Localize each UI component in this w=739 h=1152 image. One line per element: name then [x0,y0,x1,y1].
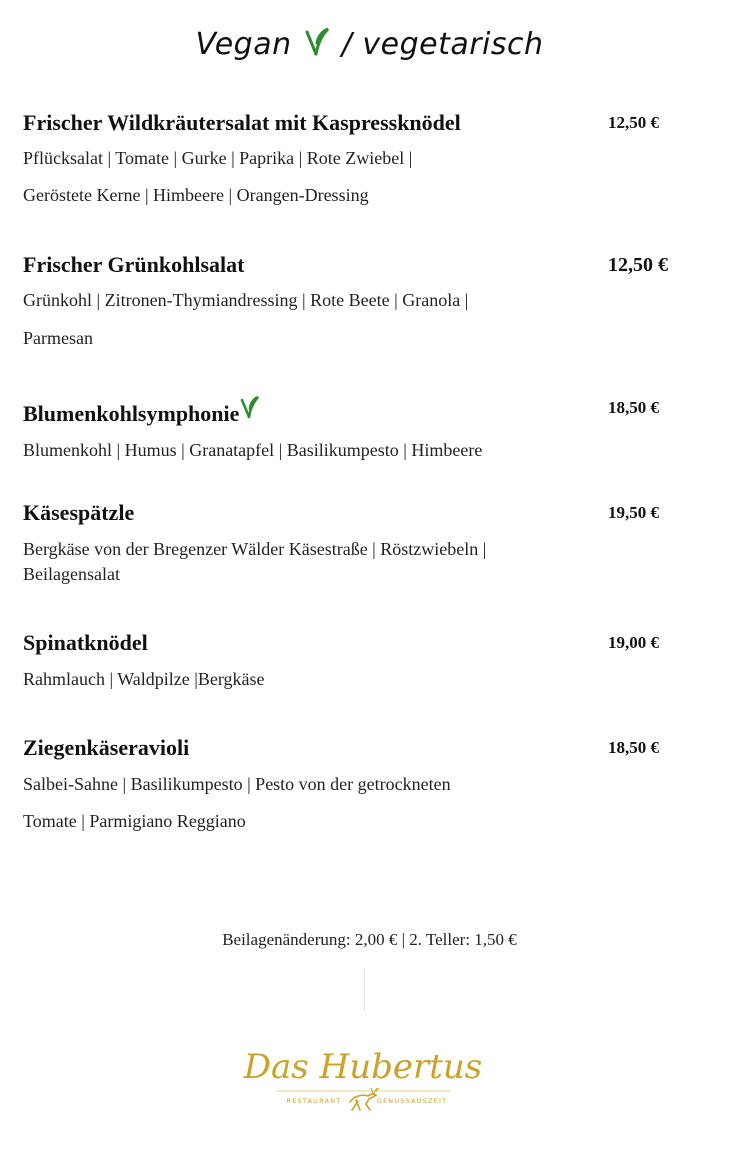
item-description [23,290,713,349]
title-vegetarisch: / vegetarisch [341,27,544,62]
item-name: Frischer Wildkräutersalat mit Kaspressknödel [23,110,461,135]
description-line: Salbei-Sahne | Basilikumpesto | Pesto von der getrockneten [23,774,451,794]
item-price: 18,50 € [608,398,659,417]
logo-wordmark: Das Hubertus [243,1047,483,1087]
menu-item [23,110,713,206]
item-description [23,669,713,690]
item-description [23,539,713,585]
item-price: 18,50 € [608,738,659,757]
title-vegan: Vegan [195,27,292,62]
item-price: 19,50 € [608,503,659,522]
item-description [23,774,713,832]
divider [364,968,365,1011]
item-name: Ziegenkäseravioli [23,735,190,760]
description-line: Geröstete Kerne | Himbeere | Orangen-Dressing [23,185,369,205]
item-price: 19,00 € [608,633,659,652]
description-line: Beilagensalat [23,564,120,584]
menu-item [23,395,713,461]
description-line: Blumenkohl | Humus | Granatapfel | Basilikumpesto | Himbeere [23,440,483,460]
vegan-leaf-icon [304,26,330,64]
menu-item [23,735,713,832]
item-description [23,148,713,206]
logo-tag-right: GENUSSAUSZEIT [376,1097,448,1105]
menu-item [23,630,713,690]
item-price: 12,50 € [608,254,668,276]
logo-tag-left: RESTAURANT [286,1097,342,1105]
description-line: Parmesan [23,328,93,348]
item-name: Frischer Grünkohlsalat [23,252,245,277]
description-line: Tomate | Parmigiano Reggiano [23,811,246,831]
item-name: Spinatknödel [23,630,148,655]
description-line: Pflücksalat | Tomate | Gurke | Paprika | Rote Zwiebel | [23,148,413,168]
item-price: 12,50 € [608,113,659,132]
description-line: Grünkohl | Zitronen-Thymiandressing | Rote Beete | Granola | [23,290,469,310]
item-name: Käsespätzle [23,500,135,525]
description-line: Bergkäse von der Bregenzer Wälder Käsestraße | Röstzwiebeln | [23,539,487,559]
menu-item [23,500,713,585]
item-description [23,440,713,461]
surcharge-note: Beilagenänderung: 2,00 € | 2. Teller: 1,50 € [222,930,517,949]
menu-item [23,252,713,349]
description-line: Rahmlauch | Waldpilze |Bergkäse [23,669,265,689]
item-name: Blumenkohlsymphonie [23,401,240,426]
vegan-leaf-icon [240,395,260,425]
restaurant-logo [243,1030,483,1114]
page-title [0,26,739,64]
